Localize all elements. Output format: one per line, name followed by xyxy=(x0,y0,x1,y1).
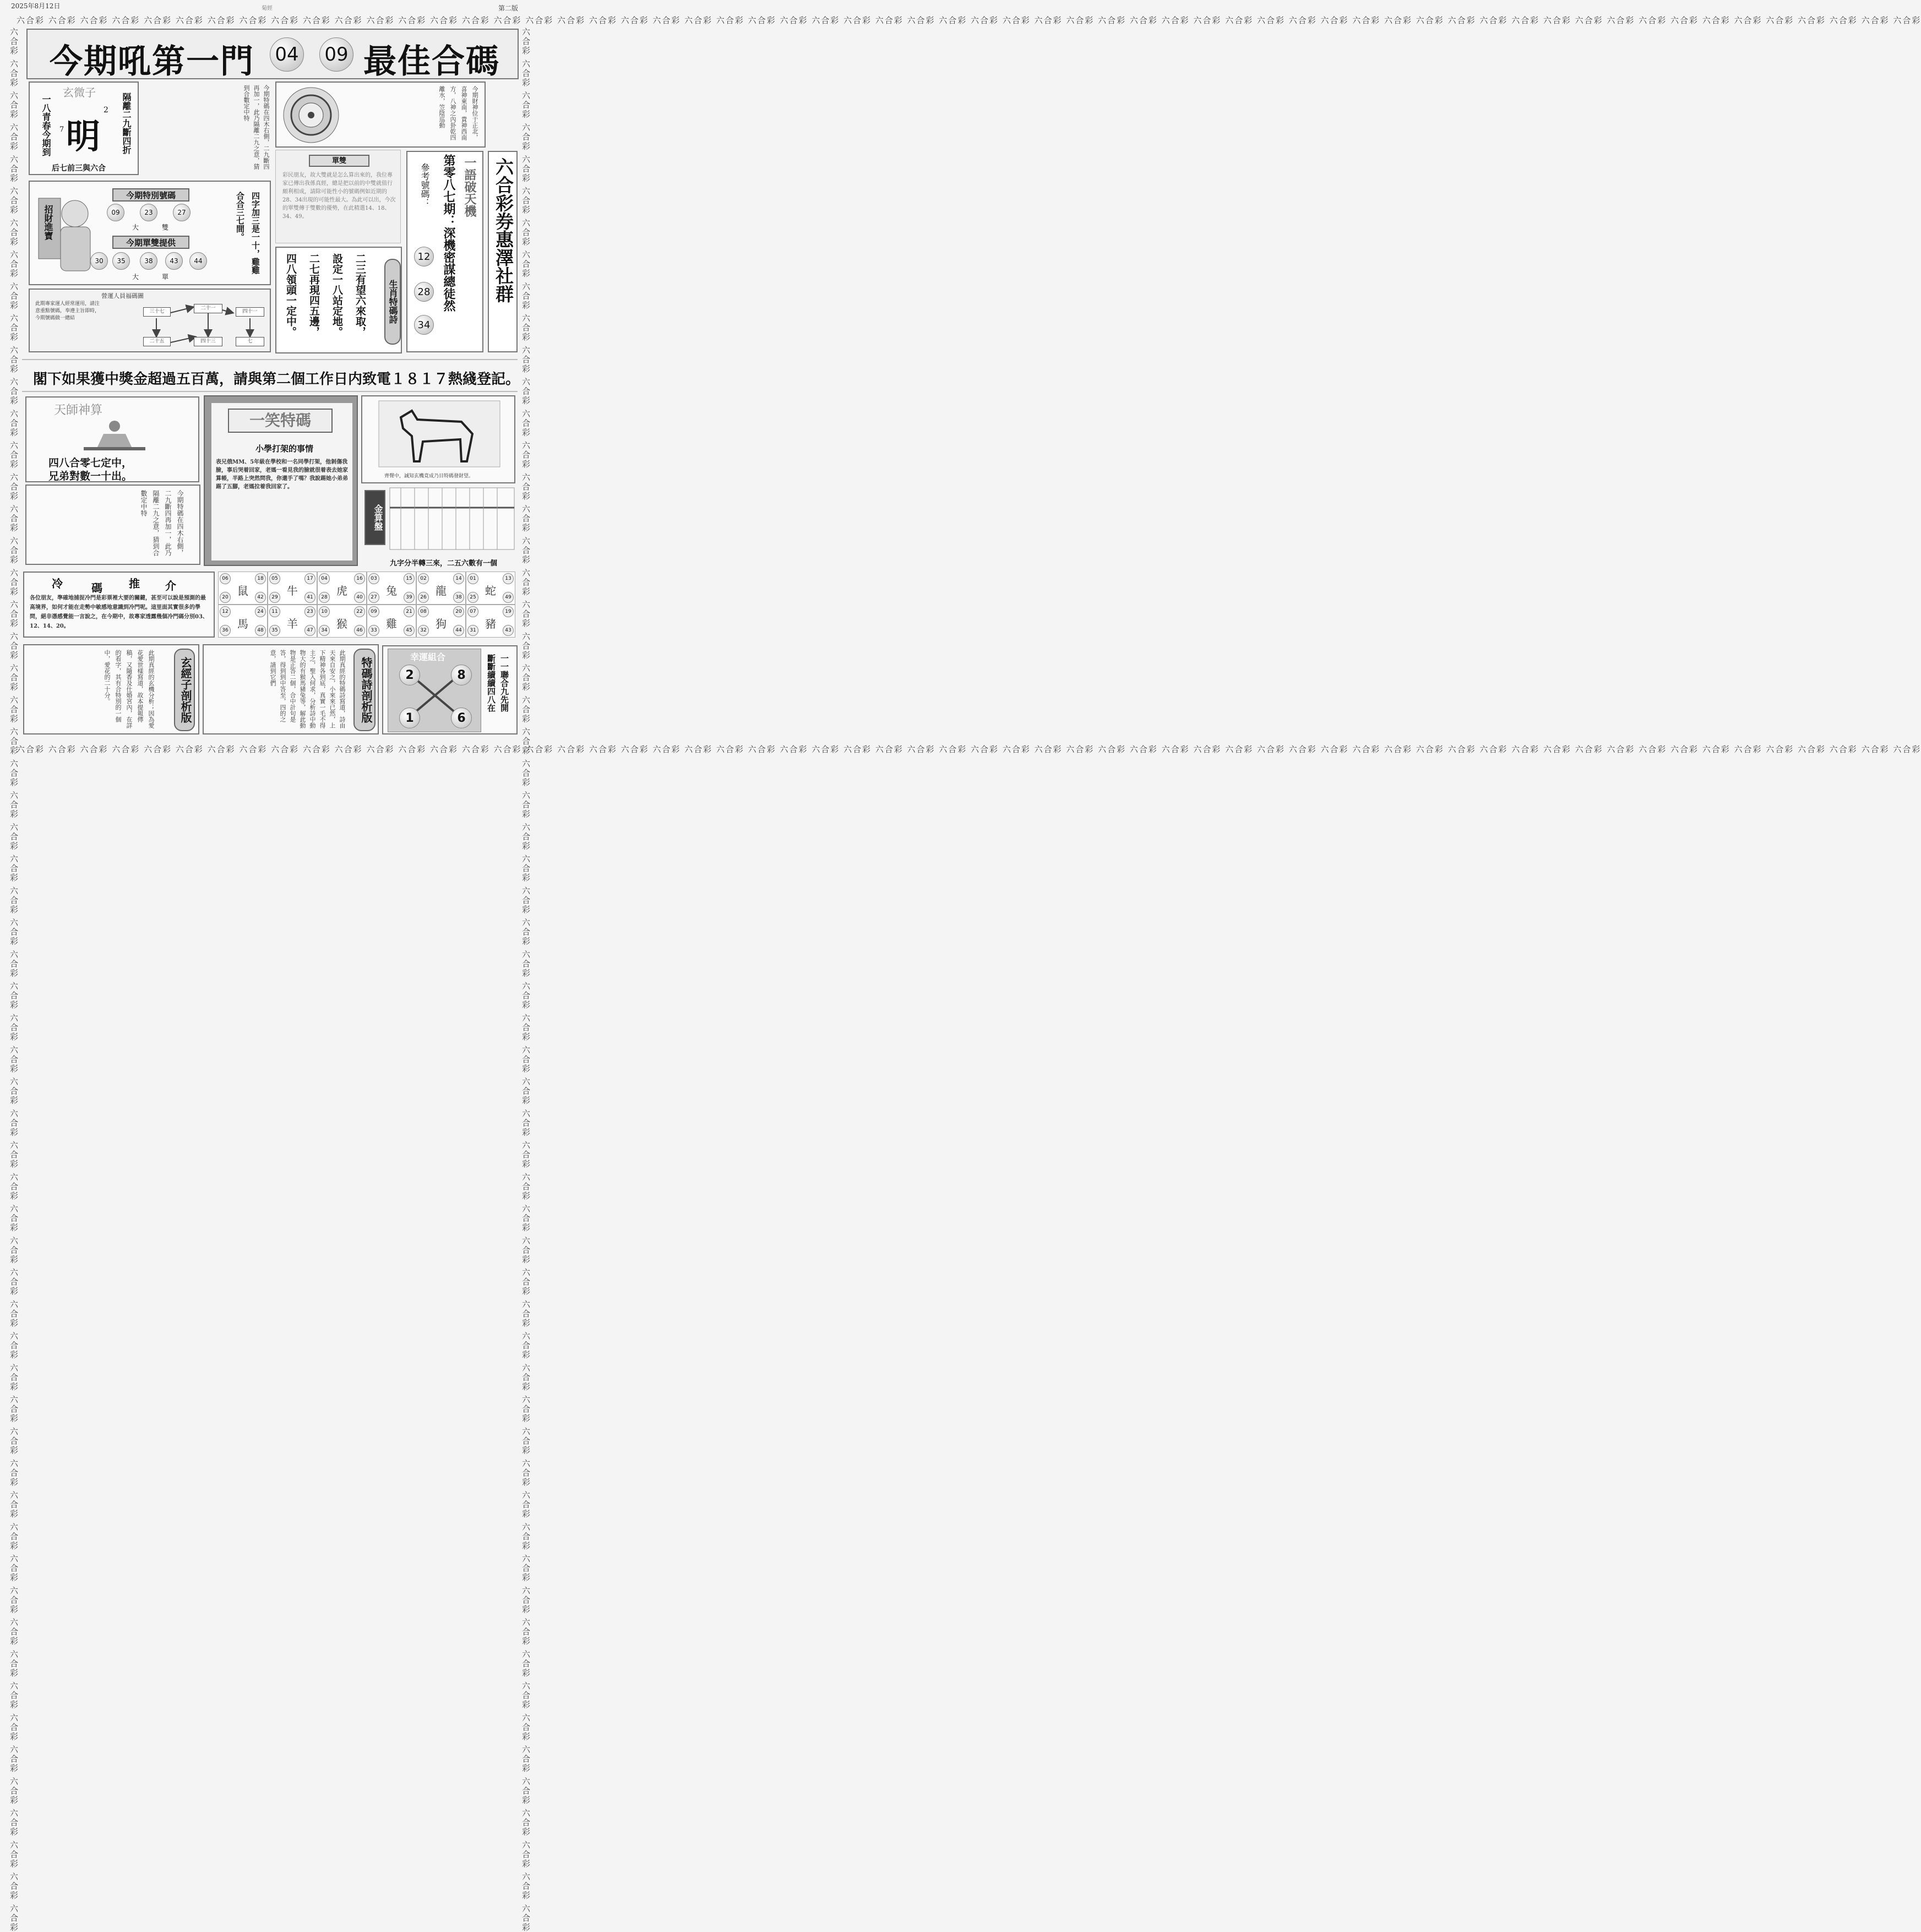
goat-icon xyxy=(379,401,500,467)
zodiac-number: 11 xyxy=(269,606,280,617)
zodiac-number: 20 xyxy=(220,592,231,603)
poem-column xyxy=(142,81,273,175)
zodiac-number: 22 xyxy=(354,606,365,617)
notice-bar xyxy=(22,359,518,392)
zodiac-number: 26 xyxy=(418,592,429,603)
goat-caption: 齊聲中，誠知玄機竟成乃目特碼發財望。 xyxy=(384,474,474,479)
special-num: 09 xyxy=(107,204,124,221)
zodiac-animal-icon: 狗 xyxy=(436,617,447,630)
zodiac-number: 36 xyxy=(220,625,231,636)
zodiac-number: 19 xyxy=(503,606,514,617)
joke-subtitle: 小學打架的事情 xyxy=(255,444,314,454)
zodiac-number: 07 xyxy=(467,606,478,617)
flow-title: 營運人員福碼圖 xyxy=(101,292,144,300)
techi-box xyxy=(203,644,379,734)
luck-num: 2 xyxy=(399,665,420,685)
flow-node: 四十一 xyxy=(236,307,264,317)
zodiac-grid xyxy=(218,572,518,639)
zodiac-number: 17 xyxy=(304,573,315,584)
xuanwei-bottom: 后七前三與六合 xyxy=(52,164,106,173)
special-num: 44 xyxy=(189,252,207,270)
cold-body: 各位朋友，準確地捕捉冷門是彩票裡大要的關鍵，甚至可以說是預測的最高境界，如何才能在走勢中敏感地意識到冷門呢。這里面其實很多的學問，絕非憑感覺能一言說之，在今期中，故專家透露幾個冷門碼分別03、12、14、20。 xyxy=(30,595,208,629)
tianshi-verse-2: 兄弟對數一十出。 xyxy=(48,470,133,482)
banner-text: 招財進寶 xyxy=(43,205,53,240)
special-label: 雙 xyxy=(162,224,169,231)
zodiac-number: 16 xyxy=(354,573,365,584)
zodiac-number: 29 xyxy=(269,592,280,603)
abacus-label: 金算盤 xyxy=(364,490,385,545)
zodiac-number: 12 xyxy=(220,606,231,617)
xuanwei-right-text: 隔離二九斷四折 xyxy=(121,92,132,154)
luck-side-2: 斷斷續續四八在 xyxy=(486,654,496,712)
zodiac-number: 08 xyxy=(418,606,429,617)
yiyu-box xyxy=(406,151,483,352)
title-ball-2: 09 xyxy=(319,37,353,72)
flow-node: 二十五 xyxy=(143,337,171,346)
yiyu-title: 一語破天機 xyxy=(462,156,477,217)
xuanjing-box xyxy=(23,644,199,734)
joke-body: 表兄俄MM、5年級在學校和一名同學打架，他剝傷我臉，事后哭着回家，老媽一看見我的臉就很着表去她家算帳，半路上突然問我，你還手了嗎？我說踢她小弟弟踢了五腳，老媽拉着我回家了。 xyxy=(216,459,348,490)
danshuang-body: 彩民朋友，故大雙就是怎么算出來的，我位專家已傳出我係真經，總是把以前的中雙就值行頗利相成，請除可能性小的號碼例如近期的28、34出現的可能性最大。為此可以出，今次的單雙傳于雙數的優勢，在此精選14、18、34、49。 xyxy=(282,172,396,220)
compass-text: 今期財神位于正北，喜神東南，貴神西南方，八神之內卦乾四離水，笠陰巡動 xyxy=(438,86,478,140)
zodiac-number: 47 xyxy=(304,625,315,636)
header-center: 菊經 xyxy=(262,6,273,12)
abacus-box xyxy=(363,487,518,569)
special-num: 35 xyxy=(112,252,130,270)
special-num: 38 xyxy=(140,252,157,270)
zodiac-poem-col: 四八領頭一定中。 xyxy=(285,253,297,337)
special-num: 27 xyxy=(173,204,191,221)
yiyu-ref-num: 34 xyxy=(414,315,434,335)
special-heading-1: 今期特別號碼 xyxy=(112,188,189,202)
flow-node: 二十一 xyxy=(194,304,222,313)
zodiac-number: 39 xyxy=(404,592,415,603)
zodiac-animal-icon: 雞 xyxy=(386,617,397,630)
zodiac-number: 45 xyxy=(404,625,415,636)
zodiac-animal-icon: 馬 xyxy=(237,617,248,630)
zodiac-poem-box xyxy=(275,247,402,353)
title-right: 最佳合碼 xyxy=(363,42,500,81)
special-num: 23 xyxy=(140,204,157,221)
zodiac-number: 41 xyxy=(304,592,315,603)
zodiac-animal-icon: 猴 xyxy=(336,617,347,630)
zodiac-number: 18 xyxy=(255,573,266,584)
zodiac-number: 13 xyxy=(503,573,514,584)
xuanwei-left-text: 一八青春今期到 xyxy=(41,95,51,156)
yiyu-ref-num: 28 xyxy=(414,282,434,302)
verse-panel xyxy=(25,485,200,565)
special-heading-2: 今期單雙提供 xyxy=(112,236,189,249)
zodiac-animal-icon: 豬 xyxy=(485,617,496,630)
danshuang-title: 單雙 xyxy=(309,155,369,167)
border-right: 六合彩 六合彩 六合彩 六合彩 六合彩 六合彩 六合彩 六合彩 六合彩 六合彩 六合彩 六合彩 六合彩 六合彩 六合彩 六合彩 六合彩 六合彩 六合彩 六合彩 六合彩 六合彩 六合彩 六合彩 六合彩 六合彩 六合彩 六合彩 六合彩 六合彩 六合彩 六合彩 六合彩 六合彩 六合彩 六合彩 六合彩 六合彩 六合彩 六合彩 六合彩 六合彩 六合彩 六合彩 六合彩 六合彩 六合彩 六合彩 六合彩 六合彩 六合彩 六合彩 六合彩 六合彩 六合彩 六合彩 六合彩 六合彩 六合彩 六合彩 xyxy=(521,28,531,1932)
techi-text: 此期真經的特碼詩寫道，詩由天來自安之，小來來已然，上下精神各到底，真實一毛不得主之，聖入何求，分析詩中動物大的有猴馬豬兔等，解此動物是正答二個，合中計句是答，得到到中答至，四的之意，請到它們 xyxy=(269,650,346,728)
zodiac-animal-icon: 羊 xyxy=(287,617,298,630)
zodiac-number: 27 xyxy=(368,592,379,603)
zodiac-number: 31 xyxy=(467,625,478,636)
joke-box xyxy=(204,395,358,566)
flow-box xyxy=(29,289,271,352)
edition-label: 第二版 xyxy=(498,4,519,12)
issue-date: 2025年8月12日 xyxy=(11,2,61,10)
zodiac-cell xyxy=(416,605,466,638)
zodiac-poem-col: 二七再現四五邊， xyxy=(308,253,320,337)
zodiac-cell xyxy=(416,572,466,605)
zodiac-number: 01 xyxy=(467,573,478,584)
fortune-teller-figure xyxy=(81,417,148,456)
zodiac-number: 05 xyxy=(269,573,280,584)
zodiac-cell xyxy=(317,572,367,605)
zodiac-animal-icon: 兔 xyxy=(386,584,397,597)
flow-text: 此期專家運人經常運用，請注意重點號碼，奉遵主旨即時，今期號碼做一總結 xyxy=(35,301,100,321)
title-bar xyxy=(26,29,519,79)
zodiac-number: 14 xyxy=(453,573,464,584)
luck-title: 幸運組合 xyxy=(410,652,446,662)
zodiac-number: 03 xyxy=(368,573,379,584)
zodiac-cell xyxy=(466,605,515,638)
zodiac-number: 06 xyxy=(220,573,231,584)
zodiac-animal-icon: 牛 xyxy=(287,584,298,597)
special-box xyxy=(29,181,271,285)
xuanjing-title: 玄經子剖析版 xyxy=(174,649,195,731)
luck-num: 1 xyxy=(399,708,420,728)
zodiac-number: 15 xyxy=(404,573,415,584)
zodiac-animal-icon: 蛇 xyxy=(485,584,496,597)
zodiac-number: 09 xyxy=(368,606,379,617)
danshuang-box xyxy=(275,150,401,243)
border-top: 六合彩 六合彩 六合彩 六合彩 六合彩 六合彩 六合彩 六合彩 六合彩 六合彩 六合彩 六合彩 六合彩 六合彩 六合彩 六合彩 六合彩 六合彩 六合彩 六合彩 六合彩 六合彩 六合彩 六合彩 六合彩 六合彩 六合彩 六合彩 六合彩 六合彩 六合彩 六合彩 六合彩 六合彩 六合彩 六合彩 六合彩 六合彩 六合彩 六合彩 六合彩 六合彩 六合彩 六合彩 六合彩 六合彩 六合彩 六合彩 六合彩 六合彩 六合彩 六合彩 六合彩 六合彩 六合彩 六合彩 六合彩 六合彩 六合彩 六合彩 xyxy=(17,15,1921,25)
special-num: 43 xyxy=(165,252,183,270)
xuanwei-char: 明 xyxy=(66,116,101,156)
zodiac-cell xyxy=(317,605,367,638)
xuanwei-label: 玄微子 xyxy=(63,86,96,99)
zodiac-poem-col: 二三有望六來取， xyxy=(354,253,366,337)
zodiac-number: 46 xyxy=(354,625,365,636)
compass-icon xyxy=(282,86,340,144)
special-label: 大 xyxy=(132,224,139,231)
zodiac-number: 33 xyxy=(368,625,379,636)
zodiac-cell xyxy=(268,605,317,638)
cold-box xyxy=(23,572,215,638)
zodiac-cell xyxy=(218,572,268,605)
special-label: 大 xyxy=(132,273,139,281)
yiyu-main: 第零八七期：深機密謀總徒然 xyxy=(442,154,456,312)
zodiac-cell xyxy=(367,572,416,605)
yiyu-ref-num: 12 xyxy=(414,247,434,266)
zodiac-cell xyxy=(367,605,416,638)
zodiac-cell xyxy=(466,572,515,605)
zodiac-number: 32 xyxy=(418,625,429,636)
tianshi-verse-1: 四八合零七定中， xyxy=(48,457,133,469)
zodiac-number: 23 xyxy=(304,606,315,617)
yiyu-ref-label: 參考號碼： xyxy=(420,163,430,207)
xuanwei-side-num: 7 xyxy=(59,126,64,134)
zodiac-number: 04 xyxy=(319,573,330,584)
zodiac-number: 43 xyxy=(503,625,514,636)
zodiac-number: 28 xyxy=(319,592,330,603)
flow-node: 三十七 xyxy=(143,307,171,317)
special-label: 單 xyxy=(162,273,169,281)
zodiac-number: 20 xyxy=(453,606,464,617)
cold-title-3: 推 xyxy=(129,577,140,590)
zodiac-number: 48 xyxy=(255,625,266,636)
abacus-icon xyxy=(390,488,514,549)
zodiac-number: 40 xyxy=(354,592,365,603)
zodiac-number: 10 xyxy=(319,606,330,617)
zodiac-number: 21 xyxy=(404,606,415,617)
border-left: 六合彩 六合彩 六合彩 六合彩 六合彩 六合彩 六合彩 六合彩 六合彩 六合彩 六合彩 六合彩 六合彩 六合彩 六合彩 六合彩 六合彩 六合彩 六合彩 六合彩 六合彩 六合彩 六合彩 六合彩 六合彩 六合彩 六合彩 六合彩 六合彩 六合彩 六合彩 六合彩 六合彩 六合彩 六合彩 六合彩 六合彩 六合彩 六合彩 六合彩 六合彩 六合彩 六合彩 六合彩 六合彩 六合彩 六合彩 六合彩 六合彩 六合彩 六合彩 六合彩 六合彩 六合彩 六合彩 六合彩 六合彩 六合彩 六合彩 六合彩 xyxy=(9,28,19,1932)
special-verse: 四字加三是一十，雞雞合合三七間。 xyxy=(235,192,260,274)
zodiac-animal-icon: 虎 xyxy=(336,584,347,597)
joke-title: 一笑特碼 xyxy=(228,409,333,433)
special-num: 30 xyxy=(90,252,108,270)
zodiac-number: 24 xyxy=(255,606,266,617)
side-title-box xyxy=(488,151,518,352)
cold-title-1: 冷 xyxy=(52,577,63,590)
zodiac-number: 49 xyxy=(503,592,514,603)
zodiac-cell xyxy=(268,572,317,605)
poem-text: 今期特碼在四木右側，二九斷四再加一，此乃隔離二九之意，猜到合數定中特 xyxy=(243,85,270,170)
zodiac-cell xyxy=(218,605,268,638)
zodiac-number: 34 xyxy=(319,625,330,636)
zodiac-number: 44 xyxy=(453,625,464,636)
abacus-caption: 九字分半轉三來，二五六數有一個 xyxy=(390,559,498,568)
title-ball-1: 04 xyxy=(270,37,304,72)
flow-node: 四十三 xyxy=(194,337,222,346)
luck-num: 6 xyxy=(451,708,472,728)
border-bottom: 六合彩 六合彩 六合彩 六合彩 六合彩 六合彩 六合彩 六合彩 六合彩 六合彩 六合彩 六合彩 六合彩 六合彩 六合彩 六合彩 六合彩 六合彩 六合彩 六合彩 六合彩 六合彩 六合彩 六合彩 六合彩 六合彩 六合彩 六合彩 六合彩 六合彩 六合彩 六合彩 六合彩 六合彩 六合彩 六合彩 六合彩 六合彩 六合彩 六合彩 六合彩 六合彩 六合彩 六合彩 六合彩 六合彩 六合彩 六合彩 六合彩 六合彩 六合彩 六合彩 六合彩 六合彩 六合彩 六合彩 六合彩 六合彩 六合彩 六合彩 xyxy=(17,744,1921,754)
cold-title-4: 介 xyxy=(165,579,176,592)
cold-title-2: 碼 xyxy=(91,581,102,595)
flow-node: 七 xyxy=(236,337,264,346)
zodiac-number: 38 xyxy=(453,592,464,603)
xuanwei-box xyxy=(29,81,139,175)
zodiac-poem-title: 生肖特碼詩 xyxy=(384,259,401,345)
title-left: 今期吼第一門 xyxy=(50,42,254,81)
luck-side-1: 一一聯合九先開 xyxy=(499,654,509,712)
zodiac-animal-icon: 龍 xyxy=(436,584,447,597)
zodiac-number: 42 xyxy=(255,592,266,603)
tianshi-box xyxy=(25,396,199,482)
zodiac-poem-col: 設定一八站定地。 xyxy=(331,253,343,337)
goat-box xyxy=(361,395,515,483)
zodiac-animal-icon: 鼠 xyxy=(237,584,248,597)
zodiac-number: 35 xyxy=(269,625,280,636)
compass-box xyxy=(275,81,486,148)
xuanwei-sup: 2 xyxy=(104,106,108,115)
xuanjing-text: 此期真經的玄機分析；因為愛花愛世樣寫道，故本提報傳稿，又隨香及仕婚宮內，在詳的看字，其有合特別的一個中，愛花的二十分。 xyxy=(104,650,155,728)
side-title: 六合彩券惠澤社群 xyxy=(493,157,514,303)
verse-panel-text: 今期特碼在四木右側，二九斷四再加一，此乃隔離二九之意，猜到合數定中特 xyxy=(140,490,184,556)
luck-num: 8 xyxy=(451,665,472,685)
lucky-boy-figure xyxy=(35,193,96,281)
techi-title: 特碼詩剖析版 xyxy=(353,649,376,731)
notice-text: 閣下如果獲中獎金超過五百萬，請與第二個工作日内致電１８１７熱綫登記。 xyxy=(33,371,520,388)
zodiac-number: 02 xyxy=(418,573,429,584)
zodiac-number: 25 xyxy=(467,592,478,603)
tianshi-title: 天師神算 xyxy=(54,404,103,417)
luck-box xyxy=(382,645,518,734)
